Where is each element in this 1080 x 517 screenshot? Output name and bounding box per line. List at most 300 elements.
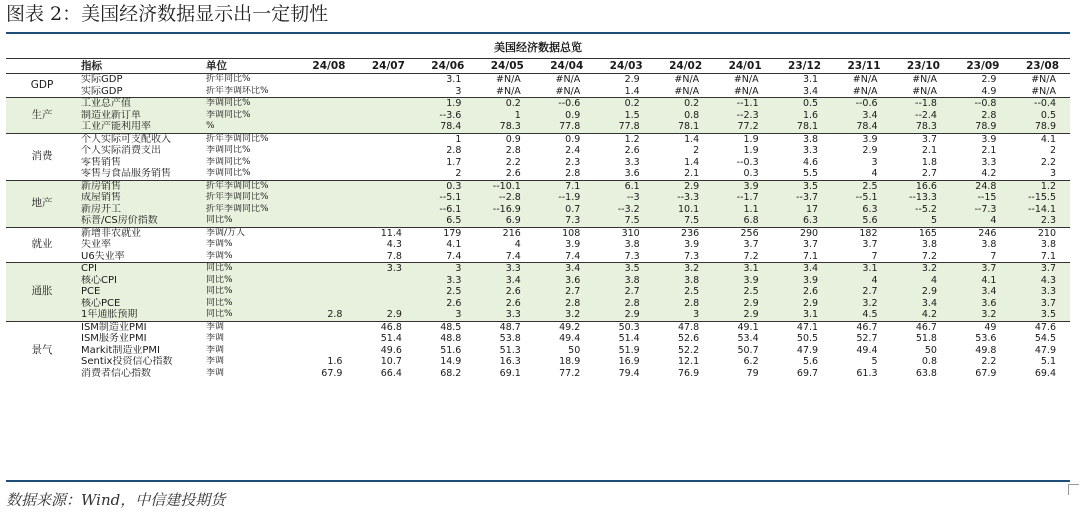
value-cell: 4.1 [951, 275, 1010, 287]
value-cell: 3.7 [832, 239, 891, 251]
table-row [6, 180, 1070, 192]
unit-cell: 折年季调同比% [203, 133, 297, 145]
value-cell: 49.4 [832, 345, 891, 357]
table-row [6, 263, 1070, 275]
unit-cell: 折年季调同比% [203, 192, 297, 204]
value-cell: 53.8 [475, 333, 534, 345]
value-cell: #N/A [654, 86, 713, 98]
value-cell: 2.7 [892, 168, 951, 180]
value-cell: 5.1 [1010, 356, 1070, 368]
value-cell: 79.4 [594, 368, 653, 380]
value-cell: 2.6 [594, 145, 653, 157]
value-cell: 2.2 [475, 157, 534, 169]
value-cell: 0.2 [475, 98, 534, 110]
value-cell: 2.5 [416, 286, 475, 298]
source-note: 数据来源：Wind，中信建投期货 [6, 491, 226, 509]
value-cell: --15 [951, 192, 1010, 204]
indicator-cell: 个人实际消费支出 [78, 145, 203, 157]
value-cell: 77.2 [713, 121, 772, 133]
value-cell: 2.8 [594, 298, 653, 310]
value-cell: 3.8 [892, 239, 951, 251]
value-cell [297, 215, 356, 227]
figure-title: 图表 2：美国经济数据显示出一定韧性 [6, 3, 329, 25]
table-row [6, 345, 1070, 357]
indicator-cell: Sentix投资信心指数 [78, 356, 203, 368]
value-cell: 216 [475, 227, 534, 239]
value-cell: 3.9 [951, 133, 1010, 145]
header-row [6, 59, 1070, 74]
value-cell: 2.6 [475, 168, 534, 180]
value-cell: 3.6 [535, 275, 594, 287]
table-row [6, 251, 1070, 263]
value-cell [356, 168, 415, 180]
table-row [6, 368, 1070, 380]
value-cell: 78.4 [416, 121, 475, 133]
value-cell: --5.1 [416, 192, 475, 204]
value-cell [297, 204, 356, 216]
value-cell: 290 [773, 227, 832, 239]
value-cell: --1.7 [713, 192, 772, 204]
value-cell [297, 275, 356, 287]
value-cell: --2.3 [713, 110, 772, 122]
value-cell: 3.4 [951, 286, 1010, 298]
value-cell: --14.1 [1010, 204, 1070, 216]
value-cell: 2.7 [535, 286, 594, 298]
value-cell: 7.3 [654, 251, 713, 263]
value-cell: 47.9 [1010, 345, 1070, 357]
value-cell: 2.5 [713, 286, 772, 298]
value-cell: 0.9 [535, 110, 594, 122]
value-cell: 51.3 [475, 345, 534, 357]
value-cell [356, 298, 415, 310]
value-cell: 3.2 [654, 263, 713, 275]
value-cell: 246 [951, 227, 1010, 239]
value-cell: 2.4 [535, 145, 594, 157]
value-cell: 47.9 [773, 345, 832, 357]
indicator-cell: Markit制造业PMI [78, 345, 203, 357]
value-cell [297, 321, 356, 333]
value-cell: 51.6 [416, 345, 475, 357]
value-cell: 3 [416, 309, 475, 321]
value-cell: 2.1 [892, 145, 951, 157]
value-cell [356, 145, 415, 157]
table-row [6, 145, 1070, 157]
header-period: 24/08 [297, 59, 356, 74]
value-cell: 3.7 [1010, 298, 1070, 310]
table-row [6, 110, 1070, 122]
value-cell: 2.9 [951, 74, 1010, 86]
value-cell: 3 [1010, 168, 1070, 180]
value-cell: 4.1 [1010, 133, 1070, 145]
value-cell: 66.4 [356, 368, 415, 380]
value-cell: 310 [594, 227, 653, 239]
table-row [6, 356, 1070, 368]
unit-cell: 季调 [203, 321, 297, 333]
unit-cell: 季调同比% [203, 168, 297, 180]
header-unit: 单位 [203, 59, 297, 74]
value-cell: 49.1 [713, 321, 772, 333]
unit-cell: % [203, 121, 297, 133]
value-cell: #N/A [475, 86, 534, 98]
value-cell: 53.4 [713, 333, 772, 345]
header-indicator: 指标 [78, 59, 203, 74]
value-cell: 2.8 [297, 309, 356, 321]
group-4 [6, 227, 1070, 263]
header-period: 24/05 [475, 59, 534, 74]
table-row [6, 215, 1070, 227]
category-label: 景气 [6, 321, 78, 379]
value-cell: 3 [832, 157, 891, 169]
indicator-cell: 标普/CS房价指数 [78, 215, 203, 227]
value-cell [297, 133, 356, 145]
table-row [6, 192, 1070, 204]
value-cell [356, 204, 415, 216]
value-cell: --5.2 [892, 204, 951, 216]
unit-cell: 同比% [203, 298, 297, 310]
indicator-cell: 消费者信心指数 [78, 368, 203, 380]
value-cell: #N/A [535, 74, 594, 86]
category-label: GDP [6, 74, 78, 98]
value-cell: 2.9 [892, 286, 951, 298]
value-cell: 3.6 [594, 168, 653, 180]
value-cell: 3.7 [1010, 263, 1070, 275]
value-cell: 3.3 [356, 263, 415, 275]
value-cell: 2.6 [475, 298, 534, 310]
value-cell: 2.2 [1010, 157, 1070, 169]
value-cell: 7.1 [773, 251, 832, 263]
value-cell: #N/A [892, 74, 951, 86]
value-cell: 7.3 [594, 251, 653, 263]
value-cell: 3.4 [832, 110, 891, 122]
value-cell: 3.3 [416, 275, 475, 287]
value-cell: 108 [535, 227, 594, 239]
value-cell: 2.9 [713, 298, 772, 310]
bottom-rule [6, 480, 1070, 482]
value-cell: 3.3 [475, 309, 534, 321]
value-cell [297, 168, 356, 180]
value-cell [356, 192, 415, 204]
value-cell: 53.6 [951, 333, 1010, 345]
value-cell: 52.2 [654, 345, 713, 357]
value-cell: --3 [594, 192, 653, 204]
value-cell: 3.1 [832, 263, 891, 275]
value-cell: #N/A [713, 86, 772, 98]
table-row [6, 298, 1070, 310]
value-cell [297, 239, 356, 251]
value-cell: 5 [892, 215, 951, 227]
value-cell: 46.8 [356, 321, 415, 333]
indicator-cell: 失业率 [78, 239, 203, 251]
value-cell: --0.6 [535, 98, 594, 110]
value-cell: 24.8 [951, 180, 1010, 192]
value-cell: 2.8 [535, 298, 594, 310]
value-cell [297, 227, 356, 239]
group-6 [6, 321, 1070, 379]
value-cell: 2.2 [951, 356, 1010, 368]
indicator-cell: ISM制造业PMI [78, 321, 203, 333]
value-cell [297, 286, 356, 298]
value-cell [297, 74, 356, 86]
value-cell: 7.4 [475, 251, 534, 263]
unit-cell: 季调同比% [203, 98, 297, 110]
table-row [6, 227, 1070, 239]
value-cell: 2.8 [535, 168, 594, 180]
value-cell: --2.4 [892, 110, 951, 122]
indicator-cell: 新房开工 [78, 204, 203, 216]
unit-cell: 折年同比% [203, 74, 297, 86]
value-cell: 7.4 [416, 251, 475, 263]
value-cell [297, 251, 356, 263]
value-cell: 51.4 [594, 333, 653, 345]
unit-cell: 季调% [203, 239, 297, 251]
value-cell [356, 133, 415, 145]
value-cell: 2.9 [773, 298, 832, 310]
value-cell: 2.8 [475, 145, 534, 157]
value-cell: 0.3 [416, 180, 475, 192]
header-period: 24/07 [356, 59, 415, 74]
group-2 [6, 133, 1070, 180]
value-cell: 3.3 [951, 157, 1010, 169]
value-cell: 2.8 [416, 145, 475, 157]
value-cell: 7.2 [713, 251, 772, 263]
value-cell: 69.4 [1010, 368, 1070, 380]
value-cell: 0.2 [594, 98, 653, 110]
table-row [6, 204, 1070, 216]
value-cell: 3.1 [773, 74, 832, 86]
value-cell [297, 145, 356, 157]
value-cell: 179 [416, 227, 475, 239]
value-cell: 51.4 [356, 333, 415, 345]
value-cell: --7.3 [951, 204, 1010, 216]
value-cell: 7.8 [356, 251, 415, 263]
value-cell: 2.6 [773, 286, 832, 298]
value-cell: 6.8 [713, 215, 772, 227]
value-cell: --3.3 [654, 192, 713, 204]
value-cell [297, 110, 356, 122]
group-1 [6, 98, 1070, 134]
value-cell: 2.5 [832, 180, 891, 192]
value-cell: 4 [892, 275, 951, 287]
value-cell [297, 298, 356, 310]
value-cell [297, 86, 356, 98]
value-cell: 4 [832, 168, 891, 180]
value-cell: 0.3 [713, 168, 772, 180]
indicator-cell: 1年通胀预期 [78, 309, 203, 321]
value-cell: 46.7 [832, 321, 891, 333]
value-cell: 3.1 [773, 309, 832, 321]
indicator-cell: CPI [78, 263, 203, 275]
category-label: 生产 [6, 98, 78, 134]
header-period: 24/02 [654, 59, 713, 74]
table-row [6, 168, 1070, 180]
table-row [6, 121, 1070, 133]
value-cell: 63.8 [892, 368, 951, 380]
value-cell: 256 [713, 227, 772, 239]
header-period: 23/09 [951, 59, 1010, 74]
unit-cell: 同比% [203, 263, 297, 275]
value-cell: 7.1 [535, 180, 594, 192]
header-period: 24/04 [535, 59, 594, 74]
value-cell: --1.9 [535, 192, 594, 204]
value-cell: 2.9 [713, 309, 772, 321]
value-cell [356, 74, 415, 86]
value-cell: --3.2 [594, 204, 653, 216]
value-cell: 2.6 [475, 286, 534, 298]
value-cell: 69.7 [773, 368, 832, 380]
value-cell: 3.3 [594, 157, 653, 169]
unit-cell: 折年季调同比% [203, 180, 297, 192]
value-cell: #N/A [475, 74, 534, 86]
category-label: 通胀 [6, 263, 78, 322]
value-cell: 7.4 [535, 251, 594, 263]
value-cell [356, 157, 415, 169]
indicator-cell: 实际GDP [78, 74, 203, 86]
value-cell: 2.3 [535, 157, 594, 169]
unit-cell: 季调% [203, 251, 297, 263]
unit-cell: 同比% [203, 286, 297, 298]
indicator-cell: 新增非农就业 [78, 227, 203, 239]
value-cell: 3 [416, 263, 475, 275]
value-cell [297, 192, 356, 204]
value-cell: 3.5 [594, 263, 653, 275]
value-cell: 10.1 [654, 204, 713, 216]
value-cell: 3.2 [951, 309, 1010, 321]
value-cell: 3.8 [594, 275, 653, 287]
value-cell: 7.5 [594, 215, 653, 227]
table-row [6, 286, 1070, 298]
value-cell: 0.2 [654, 98, 713, 110]
value-cell: 4.3 [356, 239, 415, 251]
indicator-cell: 工业产能利用率 [78, 121, 203, 133]
unit-cell: 同比% [203, 309, 297, 321]
value-cell: 2.8 [654, 298, 713, 310]
unit-cell: 季调同比% [203, 157, 297, 169]
value-cell: #N/A [832, 74, 891, 86]
value-cell: 2.9 [654, 180, 713, 192]
value-cell [297, 180, 356, 192]
value-cell: 46.7 [892, 321, 951, 333]
value-cell: --1.8 [892, 98, 951, 110]
indicator-cell: 核心CPI [78, 275, 203, 287]
value-cell: 4.9 [951, 86, 1010, 98]
value-cell: 4 [951, 215, 1010, 227]
group-3 [6, 180, 1070, 227]
value-cell: 3.9 [713, 180, 772, 192]
value-cell: 1.7 [416, 157, 475, 169]
value-cell [356, 98, 415, 110]
value-cell: 49 [951, 321, 1010, 333]
value-cell: 5 [832, 356, 891, 368]
value-cell: --0.8 [951, 98, 1010, 110]
value-cell: 3.2 [535, 309, 594, 321]
value-cell: 3.9 [535, 239, 594, 251]
value-cell: 3.9 [773, 275, 832, 287]
value-cell: --2.8 [475, 192, 534, 204]
value-cell: --6.1 [416, 204, 475, 216]
value-cell: 6.2 [713, 356, 772, 368]
value-cell: 1.2 [1010, 180, 1070, 192]
value-cell: 3.8 [654, 275, 713, 287]
value-cell: 0.5 [773, 98, 832, 110]
value-cell: --16.9 [475, 204, 534, 216]
value-cell: 61.3 [832, 368, 891, 380]
value-cell: 1.9 [713, 145, 772, 157]
indicator-cell: 成屋销售 [78, 192, 203, 204]
unit-cell: 同比% [203, 275, 297, 287]
value-cell: 52.6 [654, 333, 713, 345]
value-cell: 0.7 [535, 204, 594, 216]
indicator-cell: 核心PCE [78, 298, 203, 310]
value-cell: 2.8 [951, 110, 1010, 122]
value-cell: 6.9 [475, 215, 534, 227]
value-cell: 7 [951, 251, 1010, 263]
value-cell: 7.1 [1010, 251, 1070, 263]
value-cell: 4.2 [892, 309, 951, 321]
value-cell: 69.1 [475, 368, 534, 380]
table-row [6, 74, 1070, 86]
value-cell [297, 98, 356, 110]
value-cell [297, 333, 356, 345]
header-period: 23/08 [1010, 59, 1070, 74]
value-cell: 3.8 [951, 239, 1010, 251]
value-cell: 50.3 [594, 321, 653, 333]
value-cell: #N/A [535, 86, 594, 98]
value-cell: 3.7 [773, 239, 832, 251]
value-cell: 3.9 [713, 275, 772, 287]
value-cell: --0.3 [713, 157, 772, 169]
value-cell: 3.8 [1010, 239, 1070, 251]
value-cell: 5.6 [832, 215, 891, 227]
value-cell: 77.2 [535, 368, 594, 380]
value-cell: 78.3 [475, 121, 534, 133]
value-cell: 78.4 [832, 121, 891, 133]
value-cell: 3.1 [416, 74, 475, 86]
value-cell: 7.2 [892, 251, 951, 263]
value-cell [356, 86, 415, 98]
indicator-cell: 零售与食品服务销售 [78, 168, 203, 180]
value-cell [356, 121, 415, 133]
table-row [6, 86, 1070, 98]
value-cell [356, 215, 415, 227]
value-cell: 3.8 [594, 239, 653, 251]
value-cell: 49.6 [356, 345, 415, 357]
header-period: 23/10 [892, 59, 951, 74]
value-cell: --15.5 [1010, 192, 1070, 204]
data-table-container [6, 38, 1070, 379]
value-cell [356, 180, 415, 192]
table-header [6, 59, 1070, 74]
unit-cell: 同比% [203, 215, 297, 227]
value-cell: 4.3 [1010, 275, 1070, 287]
unit-cell: 季调/万人 [203, 227, 297, 239]
value-cell: 50.7 [713, 345, 772, 357]
value-cell: 6.3 [773, 215, 832, 227]
value-cell: 2.1 [654, 168, 713, 180]
value-cell: 14.9 [416, 356, 475, 368]
value-cell: 3.4 [475, 275, 534, 287]
value-cell: 5.6 [773, 356, 832, 368]
table-row [6, 133, 1070, 145]
value-cell: 10.7 [356, 356, 415, 368]
table-row [6, 275, 1070, 287]
indicator-cell: 实际GDP [78, 86, 203, 98]
value-cell: 3.4 [535, 263, 594, 275]
value-cell: 50 [892, 345, 951, 357]
value-cell: #N/A [654, 74, 713, 86]
value-cell: 48.8 [416, 333, 475, 345]
value-cell: 4 [475, 239, 534, 251]
value-cell: 3.3 [1010, 286, 1070, 298]
